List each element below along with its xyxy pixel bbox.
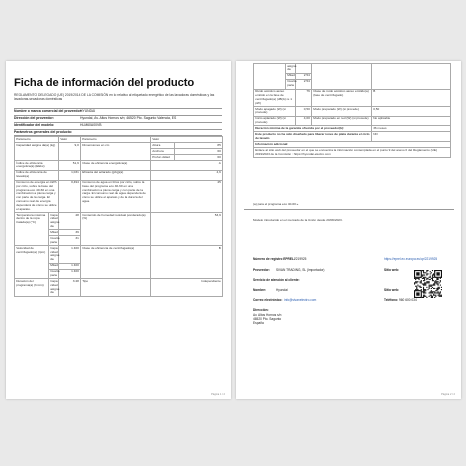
table-cell: 1 400 [59, 263, 81, 269]
addr-label: Dirección: [253, 308, 269, 312]
address-label: Dirección del proveedor: [14, 116, 54, 120]
table-cell: 31 [59, 236, 81, 246]
table-cell: 0,50 [372, 106, 451, 116]
address-row [14, 115, 222, 121]
brand-row [14, 108, 222, 114]
table-cell [254, 64, 286, 90]
name-label: Nombre: [253, 288, 267, 292]
table-cell: Modo preparado en red (W) (si procede) [312, 116, 372, 126]
table-cell: Independiente [151, 279, 223, 296]
table-row [15, 246, 223, 263]
table-row [15, 213, 223, 230]
phone-value: 960 600 034 [399, 298, 417, 302]
table-header-cell: Parámetro [81, 137, 151, 143]
web2-label: Sitio web: [384, 288, 400, 292]
model-label: Identificador del modelo: [14, 123, 55, 127]
eprel-link[interactable]: https://eprel.ec.europa.eu/qr/2219925 [384, 257, 438, 261]
email-label: Correo electrónico: [253, 298, 283, 302]
page-footer: Página 1 / 2 [211, 393, 225, 396]
table-cell: Eficacia del aclarado (g/kg)(a) [81, 170, 151, 180]
table-cell: Velocidad de centrifugado(a) (rpm) [15, 246, 49, 279]
table-cell: 48 [59, 213, 81, 230]
table-cell: 4,6 [151, 170, 223, 180]
table-cell: Mitad [287, 73, 295, 78]
table-cell: Duración del programa(a) (h:min) [15, 279, 49, 296]
table-cell: 85 [175, 142, 223, 148]
table-cell: 2:54 [296, 79, 312, 89]
table-row [15, 160, 223, 170]
table-cell: Profun didad [151, 154, 175, 160]
table-cell: 9,0 [59, 142, 81, 160]
document-title: Ficha de información del producto [14, 77, 195, 89]
table-cell: Temperatura máxima dentro de la ropa tratada(a) (°C) [15, 213, 49, 246]
document-page-1 [6, 61, 231, 399]
table-cell: Dimensiones en cm [81, 142, 151, 160]
table-cell: 1 400 [59, 269, 81, 279]
table-cell: Capa cidad asigna da [50, 212, 60, 229]
table-header-cell: Valor [59, 137, 81, 143]
table-row [15, 180, 223, 213]
eprel-label: Número de registro EPREL: [253, 257, 295, 261]
table-cell: Clase de eficiencia de centrifugado(a) [81, 246, 151, 279]
table-cell [312, 64, 372, 90]
table-cell: Mitad [50, 230, 58, 235]
table-cell: 3:48 [59, 279, 81, 296]
table-cell: Anchura [151, 148, 175, 154]
table-cell: 0,50 [296, 106, 312, 116]
table-cell: Cuarta parte [50, 236, 60, 244]
page-footer: Página 2 / 2 [441, 393, 455, 396]
supplier-value: SIVAN TRADING, SL (Importador) [276, 268, 325, 272]
table-cell: Enlace al sitio web del proveedor en el que se encuentra la información contemplada en el punto 9 del anexo II del Reglamento (UE) 2019/2023 de la Comisión : https://hyundai-electro.com [254, 148, 451, 158]
table-cell: Este producto no ha sido diseñado para liberar iones de plata durante el ciclo de lavado [255, 132, 370, 140]
table-cell: B [151, 246, 223, 279]
table-row [254, 64, 451, 74]
service-label: Servicio de atención al cliente: [253, 278, 300, 282]
params-label: Parámetros generales del producto: [14, 130, 73, 134]
table-row [254, 89, 451, 106]
brand-value: HYUNDAI [80, 109, 96, 113]
table-cell: Mitad [50, 263, 58, 268]
eprel-qr-code[interactable] [414, 270, 442, 298]
intro-text: Modelo introducido en el mercado de la Unión desde 20/06/2023. [253, 218, 343, 222]
table-cell: Tipo [81, 279, 151, 296]
table-row [15, 279, 223, 296]
table-cell: Clase de ruido acústico aéreo emitido(a) (fase de centrifugado) [312, 89, 372, 106]
table-cell: Inicio aplazado (W) (si procede) [254, 116, 296, 126]
table-cell: Duración mínima de la garantía ofrecida por el proveedor(b): [254, 126, 372, 132]
table-row [254, 132, 451, 142]
table-cell: 1,031 [59, 170, 81, 180]
table-cell: Ruido acústico aéreo emitido en la fase de centrifugado(a) (dB(A) re 1 pW) [254, 89, 296, 106]
table-cell: Capa cidad asigna da [50, 245, 60, 262]
table-cell: Clase de eficiencia energética(a) [81, 160, 151, 170]
table-cell: B [372, 89, 451, 106]
regulation-text: REGLAMENTO DELEGADO (UE) 2019/2014 DE LA COMISIÓN en lo relativo al etiquetado energético de las lavadoras domésticas y las lavadoras-secadoras domésticas [14, 93, 215, 102]
table-cell: 36 meses [372, 126, 451, 132]
parameters-table [14, 136, 223, 297]
document-page-2 [236, 61, 461, 399]
table-cell: asigna da [287, 63, 297, 72]
table-cell: Capa cidad asigna da [50, 278, 60, 295]
table-row [254, 106, 451, 116]
table-cell: 2:54 [296, 73, 312, 79]
table-cell: Cuarta parte [50, 269, 60, 277]
params-row [14, 129, 222, 136]
table-row [15, 170, 223, 180]
email-link[interactable]: info@sivanelectro.com [284, 298, 317, 302]
table-cell [372, 64, 451, 90]
table-cell: Capacidad asigna da(a) (kg) [15, 142, 59, 160]
table-row [254, 148, 451, 158]
table-cell: 60 [175, 148, 223, 154]
phone-label: Teléfono: [384, 298, 399, 302]
table-cell: 51,9 [59, 160, 81, 170]
table-cell: Información adicional: [254, 142, 451, 148]
supplier-label: Proveedor: [253, 268, 270, 272]
table-cell: Altura [151, 142, 175, 148]
table-cell: 53,9 [151, 213, 223, 246]
table-cell: 45 [151, 180, 223, 213]
addr-line-1: Av. Altos Hornos s/n [253, 313, 282, 317]
table-cell: Modo preparado (W) (si procede) [312, 106, 372, 116]
table-cell: 60 [175, 154, 223, 160]
table-cell: 1 400 [59, 246, 81, 263]
footnote-a: (a) para el programa eco 40-60.» [253, 202, 299, 206]
table-cell: Consumo de energía en kWh por ciclo, sobre la base del programa eco 40-60 en una combinación a plena carga y con parte de la carga. El consumo real de energía dependerá de cómo se utilice el aparato. [16, 180, 57, 211]
model-value: HLM60A00VB [80, 123, 102, 127]
addr-line-2: 46520 Pto. Sagunto [253, 317, 282, 321]
table-cell: Índice de eficiencia de lavado(a) [15, 170, 59, 180]
brand-label: Nombre o marca comercial del proveedor: [14, 109, 83, 113]
table-cell: Índice de eficiencia energética(a) (EEIw) [15, 160, 59, 170]
table-cell: 39 [59, 230, 81, 236]
table-cell [296, 64, 312, 74]
table-cell: Cuarta parte [287, 79, 297, 88]
address-value: Hyundai, Av. Altos Hornos s/n; 46520 Pto. Sagunto Valencia, ES [80, 116, 177, 120]
table-cell: 76 [296, 89, 312, 106]
table-cell: Contenido de humedad residual ponderado(a) (%) [81, 213, 151, 246]
table-cell: No aplicable [372, 116, 451, 126]
table-cell: Modo apagado (W) (si procede) [254, 106, 296, 116]
name-value: Hyundai [276, 288, 288, 292]
table-header-cell: Valor [151, 137, 223, 143]
website-label: Sitio web: [384, 268, 400, 272]
table-cell: 4,00 [296, 116, 312, 126]
table-cell: Consumo de agua en litros por ciclo, sobre la base del programa eco 40-60 en una combinación a plena carga y con parte de la carga. El consumo real de agua dependerá de cómo se utilice el aparato y de la dureza del agua. [81, 180, 151, 213]
table-row [254, 116, 451, 126]
table-header-cell: Parámetro [15, 137, 59, 143]
table-cell: NO [372, 132, 451, 142]
addr-line-3: España [253, 321, 264, 325]
table-cell: A [151, 160, 223, 170]
parameters-table-continued [253, 63, 451, 158]
table-cell: 0,494 [59, 180, 81, 213]
eprel-value: 2219925 [294, 257, 307, 261]
model-row [14, 122, 222, 128]
